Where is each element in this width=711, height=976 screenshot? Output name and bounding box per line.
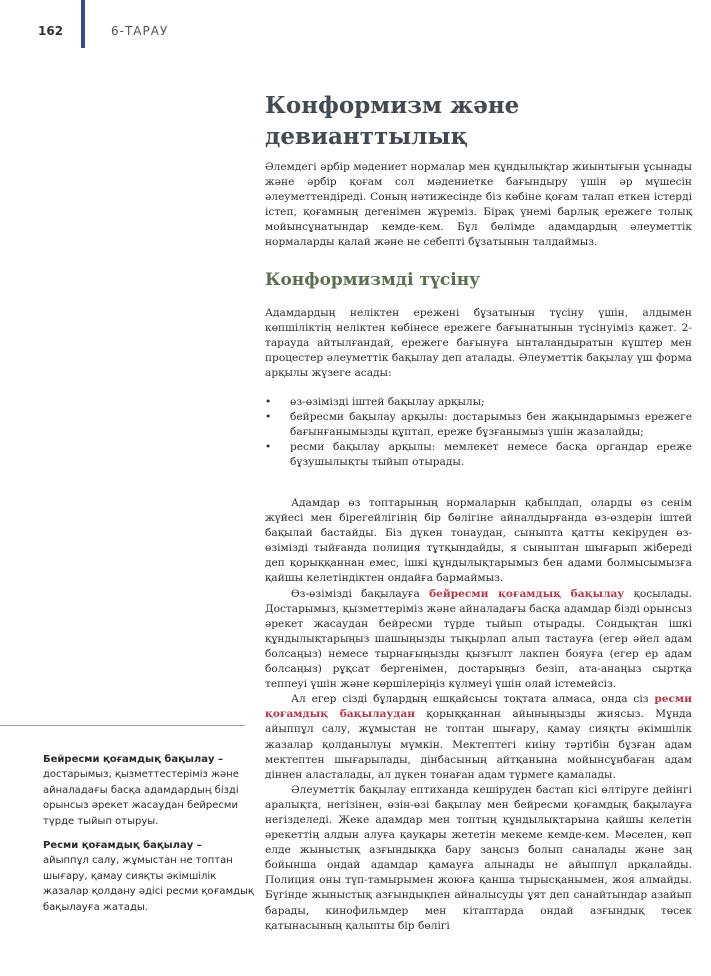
sidebar-definition [43,838,258,915]
page-header [0,0,711,50]
list-item-text: өз-өзімізді іштей бақылау арқылы; [290,396,485,408]
sidebar-definition [43,752,258,829]
section-paragraph: Адамдардың неліктен ережені бұзатынын түсіну үшін, алдымен көпшіліктің неліктен көбінесе ережеге бағынатынын түсінуіміз қажет. 2-тарауда айтылғандай, ережеге бағынуға ынталандыратын күштер мен процестер әлеуметтік бақылау деп аталады. Әлеуметтік бақылау үш форма арқылы жүзеге асады: [265,307,692,380]
definition-term: Ресми қоғамдық бақылау – [43,840,202,851]
body-paragraph: Әлеуметтік бақылау ептиханда кешіруден бастап кісі өлтіруге дейінгі аралықта, негізінен, өзін-өзі бақылау мен бейресми қоғамдық бақылауға негізделеді. Жеке адамдар мен топтың құндылықтарына қайшы келетін әрекеттің алдын алуға қауқары жететін мекеме кемде-кем. Мәселен, көп елде жыныстық азғындыққа бару заңсыз болып саналады және заң бойынша ондай адамдар қамауға алынады не айыппұл арқалайды. Полиция оны түп-тамырымен жоюға қанша тырысқанымен, жоя алмайды. Бүгінде жыныстық азғындықпен айналысуды ұят деп санайтындар азайып барады, кинофильмдер мен кітаптарда ондай азғындық төсек қатынасының қалыпты бір бөлігі [265,783,692,932]
text-span: қосылады. Достарымыз, қызметтеріміз және айналадағы басқа адамдар бізді орынсыз әрекет жасаудан бейресми түрде тыйып отырады. Сондықтан ішкі құндылықтарыңыз шашыңызды тықырлап алып тастауға (егер әйел адам болсаңыз) немесе тырнағыңызды қызғылт лакпен бояуға (егер ер адам болсаңыз) рұқсат бергенімен, достарыңыз безіп, ата-анаңыз сыртқа теппеуі үшін және көршілеріңіз күлмеуі үшін олай істемейсіз. [265,587,692,691]
highlighted-term: бейресми қоғамдық бақылау [429,587,625,600]
list-item-text: ресми бақылау арқылы: мемлекет немесе басқа органдар ереже бұзушылықты тыйып отырады. [290,441,692,469]
header-accent-bar [81,0,85,48]
body-paragraph: Адамдар өз топтарының нормаларын қабылдап, оларды өз сенім жүйесі мен бірегейлігінің бір бөлігіне айналдырғанда өз-өздерін іштей бақылай бастайды. Біз дүкен тонаудан, сыныпта қатты кекіруден өз-өзімізді тыйғанда полиция тұтқындайды, я сыныптан шығарып жібереді деп қорыққаннан емес, ішкі құндылықтарымыз бен адами болмысымызға қайшы келетіндіктен ондайға бармаймыз. [265,497,692,585]
body-paragraph [265,692,692,783]
sidebar-divider [0,725,245,726]
intro-paragraph: Әлемдегі әрбір мәдениет нормалар мен құндылықтар жиынтығын ұсынады және әрбір қоғам сол мәдениетке бағындыру үшін әр мүшесін әлеуметтендіреді. Соның нәтижесінде біз көбіне қоғам талап еткен істерді істеп, қоғамның дегенімен жүреміз. Бірақ үнемі барлық ережеге толық мойынсұнатындар кемде-кем. Бұл бөлімде адамдардың әлеуметтік нормаларды қалай және не себепті бұзатынын талдаймыз. [265,161,692,249]
definition-term: Бейресми қоғамдық бақылау – [43,754,223,765]
page-number: 162 [38,24,64,38]
list-item [265,440,692,470]
definition-text: айыппұл салу, жұмыстан не топтан шығару, қамау сияқты әкімшілік жазалар қолдану әдісі ресми қоғамдық бақылауға жатады. [43,855,254,913]
body-text [265,496,692,934]
body-paragraph [265,587,692,693]
text-span: Ал егер сізді бұлардың ешқайсысы тоқтата алмаса, онда сіз [291,693,655,706]
chapter-label: 6-ТАРАУ [111,24,169,38]
control-forms-list [265,395,692,470]
text-span: Өз-өзімізді бақылауға [291,587,430,600]
list-item-text: бейресми бақылау арқылы: достарымыз бен жақындарымыз ережеге бағынғанымызды құптап, ереже бұзғанымыз үшін жазалайды; [290,411,692,439]
list-item [265,410,692,440]
bullet-icon: • [265,441,272,454]
bullet-icon: • [265,411,272,424]
section-heading: Конформизмді түсіну [265,270,481,290]
page-title: Конформизм және девианттылық [265,92,520,150]
bullet-icon: • [265,396,272,408]
text-span: қорыққаннан айыныңызды жиясыз. Мұнда айыппұл салу, жұмыстан не топтан шығару, қамау сияқты әкімшілік жазалар қолданылуы мүмкін. Мектептегі киіну тәртібін бұзған адам мектептен шығарылады, дінбасының айтқанына мойынсұнбаған адам діннен аласталады, ал дүкен тонаған адам түрмеге қамалады. [265,708,692,781]
definition-text: достарымыз, қызметтестеріміз және айналадағы басқа адамдардың бізді орынсыз әрекет жасаудан бейресми түрде тыйып отыруы. [43,769,239,827]
list-item [265,395,692,410]
highlighted-term: ресми қоғамдық бақылаудан [265,693,692,721]
